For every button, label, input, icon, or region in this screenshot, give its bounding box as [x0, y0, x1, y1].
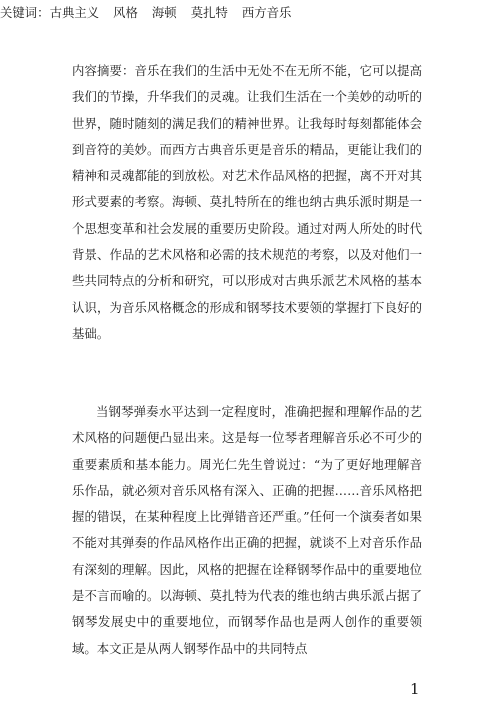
keyword-item: 古典主义	[49, 5, 100, 20]
abstract-paragraph	[72, 58, 422, 347]
keyword-item: 西方音乐	[241, 5, 292, 20]
abstract-label: 内容摘要：	[72, 63, 135, 78]
page-number: 1	[410, 680, 420, 698]
body-paragraph: 当钢琴弹奏水平达到一定程度时，准确把握和理解作品的艺术风格的问题便凸显出来。这是每一位琴者理解音乐必不可少的重要素质和基本能力。周光仁先生曾说过：“为了更好地理解音乐作品，就必须对音乐风格有深入、正确的把握……音乐风格把握的错误，在某种程度上比弹错音还严重。”任何一个演奏者如果不能对其弹奏的作品风格作出正确的把握，就谈不上对音乐作品有深刻的理解。因此，风格的把握在诠释钢琴作品中的重要地位是不言而喻的。以海顿、莫扎特为代表的维也纳古典乐派占据了钢琴发展史中的重要地位，而钢琴作品也是两人创作的重要领域。本文正是从两人钢琴作品中的共同特点	[72, 404, 422, 656]
abstract-text: 音乐在我们的生活中无处不在无所不能，它可以提高我们的节操，升华我们的灵魂。让我们生活在一个美妙的动听的世界，随时随刻的满足我们的精神世界。让我每时每刻都能体会到音符的美妙。而西方古典音乐更是音乐的精品，更能让我们的精神和灵魂都能的到放松。对艺术作品风格的把握，离不开对其形式要素的考察。海顿、莫扎特所在的维也纳古典乐派时期是一个思想变革和社会发展的重要历史阶段。通过对两人所处的时代背景、作品的艺术风格和必需的技术规范的考察，以及对他们一些共同特点的分析和研究，可以形成对古典乐派艺术风格的基本认识，为音乐风格概念的形成和钢琴技术要领的掌握打下良好的基础。	[72, 63, 423, 341]
keyword-item: 莫扎特	[190, 5, 228, 20]
keywords-label: 关键词：	[0, 5, 50, 20]
keyword-item: 海顿	[151, 5, 177, 20]
keywords-line	[0, 0, 330, 26]
keyword-item: 风格	[113, 5, 138, 20]
